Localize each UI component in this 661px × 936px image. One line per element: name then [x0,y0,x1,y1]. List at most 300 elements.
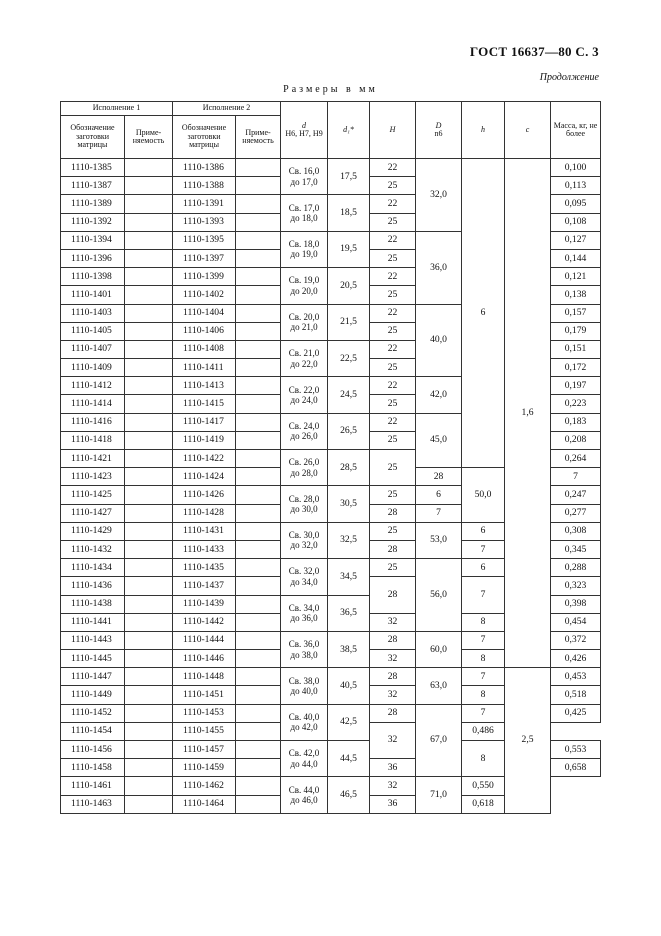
blank-designation-2: 1110-1406 [173,322,236,340]
mass-value: 0,372 [551,631,601,649]
D-value: 63,0 [416,668,462,704]
blank-designation-1: 1110-1445 [61,650,125,668]
application-2 [236,322,281,340]
blank-designation-2: 1110-1437 [173,577,236,595]
d-range-from: Св. 34,0 [288,602,320,613]
application-2 [236,795,281,813]
blank-designation-2: 1110-1433 [173,540,236,558]
header-execution-2: Исполнение 2 [173,102,281,116]
d-range-from: Св. 22,0 [288,384,320,395]
mass-value: 0,151 [551,340,601,358]
application-1 [125,340,173,358]
application-1 [125,431,173,449]
H-value: 32 [370,613,416,631]
blank-designation-1: 1110-1403 [61,304,125,322]
d1-value: 19,5 [328,231,370,267]
blank-designation-2: 1110-1453 [173,704,236,722]
H-value: 25 [370,450,416,486]
table-body [61,159,601,814]
header-d-tolerance: Н6, Н7, Н9 [285,129,323,138]
application-2 [236,268,281,286]
d-range-to: до 21,0 [290,322,318,333]
H-value: 28 [370,704,416,722]
H-value: 32 [370,777,416,795]
H-value: 25 [370,286,416,304]
d-range-to: до 17,0 [290,176,318,187]
H-value: 25 [370,395,416,413]
H-value: 28 [370,540,416,558]
d1-value: 18,5 [328,195,370,231]
blank-designation-1: 1110-1389 [61,195,125,213]
mass-value: 0,658 [551,759,601,777]
H-value: 22 [370,304,416,322]
mass-value: 0,323 [551,577,601,595]
blank-designation-1: 1110-1449 [61,686,125,704]
application-1 [125,741,173,759]
application-1 [125,377,173,395]
blank-designation-2: 1110-1448 [173,668,236,686]
blank-designation-2: 1110-1464 [173,795,236,813]
application-2 [236,704,281,722]
mass-value: 0,550 [462,777,505,795]
mass-value: 0,223 [551,395,601,413]
d-range-from: Св. 38,0 [288,675,320,686]
application-2 [236,450,281,468]
c-value: 1,6 [505,159,551,668]
application-1 [125,722,173,740]
blank-designation-2: 1110-1428 [173,504,236,522]
header-application-1: Приме- няемость [125,116,173,159]
blank-designation-2: 1110-1408 [173,340,236,358]
mass-value: 0,518 [551,686,601,704]
application-2 [236,613,281,631]
application-2 [236,650,281,668]
application-2 [236,231,281,249]
blank-designation-2: 1110-1419 [173,431,236,449]
application-1 [125,577,173,595]
d-range-to: до 28,0 [290,467,318,478]
D-value: 45,0 [416,413,462,468]
d-range [281,559,328,595]
h-value: 7 [462,577,505,613]
d-range-from: Св. 44,0 [288,784,320,795]
application-1 [125,213,173,231]
d1-value: 36,5 [328,595,370,631]
header-D [416,102,462,159]
blank-designation-2: 1110-1457 [173,741,236,759]
mass-value: 0,183 [551,413,601,431]
H-value: 22 [370,377,416,395]
blank-designation-1: 1110-1407 [61,340,125,358]
mass-value: 0,157 [551,304,601,322]
application-1 [125,650,173,668]
application-2 [236,486,281,504]
application-2 [236,468,281,486]
d-range [281,377,328,413]
d-range-from: Св. 28,0 [288,493,320,504]
D-value: 50,0 [462,468,505,523]
D-value: 56,0 [416,559,462,632]
blank-designation-2: 1110-1462 [173,777,236,795]
blank-designation-2: 1110-1459 [173,759,236,777]
blank-designation-2: 1110-1391 [173,195,236,213]
application-2 [236,540,281,558]
blank-designation-1: 1110-1447 [61,668,125,686]
application-1 [125,486,173,504]
H-value: 25 [370,177,416,195]
h-value: 7 [462,540,505,558]
d-range-from: Св. 19,0 [288,275,320,286]
header-d-symbol: d [302,120,307,130]
application-1 [125,249,173,267]
application-1 [125,177,173,195]
blank-designation-1: 1110-1452 [61,704,125,722]
d-range-from: Св. 42,0 [288,748,320,759]
d1-value: 26,5 [328,413,370,449]
application-1 [125,522,173,540]
H-value: 22 [370,340,416,358]
h-value: 8 [462,650,505,668]
header-h: h [462,102,505,159]
header-c: c [505,102,551,159]
blank-designation-2: 1110-1455 [173,722,236,740]
H-value: 32 [370,722,416,758]
application-1 [125,540,173,558]
page-header: ГОСТ 16637—80 С. 3 [469,44,599,59]
d-range-from: Св. 21,0 [288,348,320,359]
H-value: 32 [370,686,416,704]
mass-value: 0,288 [551,559,601,577]
blank-designation-1: 1110-1463 [61,795,125,813]
blank-designation-2: 1110-1411 [173,359,236,377]
h-value: 7 [462,704,505,722]
d-range-to: до 20,0 [290,285,318,296]
mass-value: 0,398 [551,595,601,613]
H-value: 25 [370,213,416,231]
application-2 [236,777,281,795]
H-value: 28 [370,668,416,686]
d1-value: 42,5 [328,704,370,740]
blank-designation-2: 1110-1439 [173,595,236,613]
H-value: 25 [370,522,416,540]
application-2 [236,340,281,358]
d-range [281,340,328,376]
H-value: 22 [370,195,416,213]
application-1 [125,777,173,795]
d-range-from: Св. 20,0 [288,311,320,322]
d-range-to: до 19,0 [290,249,318,260]
application-1 [125,613,173,631]
d-range-to: до 18,0 [290,213,318,224]
blank-designation-1: 1110-1401 [61,286,125,304]
application-1 [125,668,173,686]
mass-value: 0,113 [551,177,601,195]
table-row [61,668,601,686]
mass-value: 0,121 [551,268,601,286]
blank-designation-1: 1110-1434 [61,559,125,577]
table-row [61,159,601,177]
application-1 [125,631,173,649]
D-value: 32,0 [416,159,462,232]
h-value: 6 [462,559,505,577]
mass-value: 0,172 [551,359,601,377]
d-range [281,631,328,667]
application-1 [125,359,173,377]
blank-designation-2: 1110-1451 [173,686,236,704]
d-range [281,741,328,777]
application-2 [236,522,281,540]
blank-designation-1: 1110-1392 [61,213,125,231]
blank-designation-1: 1110-1458 [61,759,125,777]
D-value: 42,0 [416,377,462,413]
blank-designation-2: 1110-1422 [173,450,236,468]
H-value: 25 [370,359,416,377]
D-value: 36,0 [416,231,462,304]
h-value: 8 [462,686,505,704]
application-2 [236,759,281,777]
d1-value: 28,5 [328,450,370,486]
h-value: 6 [416,486,462,504]
application-1 [125,195,173,213]
blank-designation-2: 1110-1446 [173,650,236,668]
blank-designation-1: 1110-1432 [61,540,125,558]
d-range-from: Св. 17,0 [288,202,320,213]
header-d1: d₁* [328,102,370,159]
dimensions-table [60,101,601,814]
d-range-to: до 30,0 [290,504,318,515]
header-application-2: Приме- няемость [236,116,281,159]
application-1 [125,304,173,322]
application-1 [125,686,173,704]
d-range-to: до 36,0 [290,613,318,624]
d-range [281,704,328,740]
blank-designation-1: 1110-1405 [61,322,125,340]
D-value: 67,0 [416,704,462,777]
d1-value: 38,5 [328,631,370,667]
application-2 [236,413,281,431]
d-range-from: Св. 32,0 [288,566,320,577]
mass-value: 0,247 [551,486,601,504]
continuation-label: Продолжение [539,72,599,83]
h-value: 6 [462,159,505,468]
blank-designation-1: 1110-1438 [61,595,125,613]
mass-value: 0,100 [551,159,601,177]
d-range-to: до 38,0 [290,649,318,660]
blank-designation-2: 1110-1393 [173,213,236,231]
d-range-to: до 42,0 [290,722,318,733]
d-range [281,777,328,813]
blank-designation-1: 1110-1416 [61,413,125,431]
H-value: 22 [370,413,416,431]
application-2 [236,359,281,377]
application-1 [125,286,173,304]
application-1 [125,159,173,177]
application-1 [125,559,173,577]
blank-designation-1: 1110-1398 [61,268,125,286]
blank-designation-2: 1110-1424 [173,468,236,486]
d1-value: 34,5 [328,559,370,595]
d-range-to: до 40,0 [290,685,318,696]
application-2 [236,431,281,449]
mass-value: 0,277 [551,504,601,522]
blank-designation-1: 1110-1454 [61,722,125,740]
d1-value: 22,5 [328,340,370,376]
application-2 [236,304,281,322]
application-1 [125,504,173,522]
application-1 [125,322,173,340]
blank-designation-2: 1110-1442 [173,613,236,631]
d1-value: 32,5 [328,522,370,558]
blank-designation-1: 1110-1396 [61,249,125,267]
d-range-from: Св. 40,0 [288,711,320,722]
d-range-to: до 44,0 [290,758,318,769]
h-value: 7 [462,631,505,649]
blank-designation-1: 1110-1456 [61,741,125,759]
blank-designation-1: 1110-1425 [61,486,125,504]
d1-value: 30,5 [328,486,370,522]
blank-designation-1: 1110-1461 [61,777,125,795]
application-2 [236,668,281,686]
header-D-symbol: D [435,120,442,130]
mass-value: 0,264 [551,450,601,468]
blank-designation-1: 1110-1412 [61,377,125,395]
d-range-to: до 24,0 [290,394,318,405]
header-blank-designation-2: Обозначение заготовки матрицы [173,116,236,159]
header-d [281,102,328,159]
application-1 [125,395,173,413]
blank-designation-2: 1110-1404 [173,304,236,322]
blank-designation-1: 1110-1414 [61,395,125,413]
blank-designation-2: 1110-1413 [173,377,236,395]
blank-designation-1: 1110-1436 [61,577,125,595]
application-2 [236,504,281,522]
H-value: 28 [370,631,416,649]
h-value: 6 [462,522,505,540]
d-range [281,231,328,267]
h-value: 7 [462,668,505,686]
d-range [281,159,328,195]
blank-designation-2: 1110-1395 [173,231,236,249]
blank-designation-1: 1110-1385 [61,159,125,177]
blank-designation-1: 1110-1443 [61,631,125,649]
application-1 [125,595,173,613]
H-value: 28 [370,504,416,522]
d1-value: 17,5 [328,159,370,195]
mass-value: 0,108 [551,213,601,231]
application-2 [236,286,281,304]
D-value: 40,0 [416,304,462,377]
application-2 [236,559,281,577]
H-value: 22 [370,231,416,249]
c-value: 2,5 [505,668,551,814]
blank-designation-2: 1110-1415 [173,395,236,413]
d-range [281,304,328,340]
d-range-from: Св. 26,0 [288,457,320,468]
application-1 [125,450,173,468]
application-2 [236,195,281,213]
blank-designation-2: 1110-1417 [173,413,236,431]
mass-value: 0,208 [551,431,601,449]
blank-designation-1: 1110-1441 [61,613,125,631]
d-range [281,195,328,231]
D-value: 60,0 [416,631,462,667]
mass-value: 0,308 [551,522,601,540]
H-value: 22 [370,159,416,177]
application-2 [236,249,281,267]
application-1 [125,759,173,777]
mass-value: 0,179 [551,322,601,340]
application-1 [125,413,173,431]
d1-value: 20,5 [328,268,370,304]
d1-value: 44,5 [328,741,370,777]
d-range-from: Св. 18,0 [288,239,320,250]
application-1 [125,468,173,486]
blank-designation-1: 1110-1427 [61,504,125,522]
header-blank-designation-1: Обозначение заготовки матрицы [61,116,125,159]
d1-value: 40,5 [328,668,370,704]
blank-designation-2: 1110-1399 [173,268,236,286]
application-1 [125,795,173,813]
d1-value: 21,5 [328,304,370,340]
h-value: 7 [551,468,601,486]
mass-value: 0,426 [551,650,601,668]
d-range-to: до 22,0 [290,358,318,369]
d-range-to: до 34,0 [290,576,318,587]
d-range-from: Св. 36,0 [288,639,320,650]
H-value: 25 [370,322,416,340]
application-2 [236,395,281,413]
mass-value: 0,127 [551,231,601,249]
H-value: 32 [370,650,416,668]
blank-designation-1: 1110-1429 [61,522,125,540]
application-2 [236,577,281,595]
application-2 [236,213,281,231]
header-D-tolerance: n6 [434,129,443,138]
H-value: 36 [370,759,416,777]
blank-designation-1: 1110-1423 [61,468,125,486]
mass-value: 0,425 [551,704,601,722]
H-value: 28 [416,468,462,486]
d-range [281,668,328,704]
H-value: 25 [370,249,416,267]
h-value: 8 [462,613,505,631]
blank-designation-2: 1110-1386 [173,159,236,177]
d-range-from: Св. 16,0 [288,166,320,177]
mass-value: 0,553 [551,741,601,759]
d-range [281,450,328,486]
blank-designation-1: 1110-1418 [61,431,125,449]
blank-designation-2: 1110-1435 [173,559,236,577]
d1-value: 24,5 [328,377,370,413]
d-range [281,268,328,304]
mass-value: 0,486 [462,722,505,740]
D-value: 53,0 [416,522,462,558]
d-range [281,522,328,558]
mass-value: 0,618 [462,795,505,813]
application-2 [236,686,281,704]
header-execution-1: Исполнение 1 [61,102,173,116]
application-1 [125,268,173,286]
blank-designation-2: 1110-1426 [173,486,236,504]
blank-designation-2: 1110-1402 [173,286,236,304]
blank-designation-2: 1110-1397 [173,249,236,267]
h-value: 7 [416,504,462,522]
blank-designation-1: 1110-1394 [61,231,125,249]
application-2 [236,159,281,177]
mass-value: 0,454 [551,613,601,631]
H-value: 25 [370,559,416,577]
blank-designation-2: 1110-1431 [173,522,236,540]
